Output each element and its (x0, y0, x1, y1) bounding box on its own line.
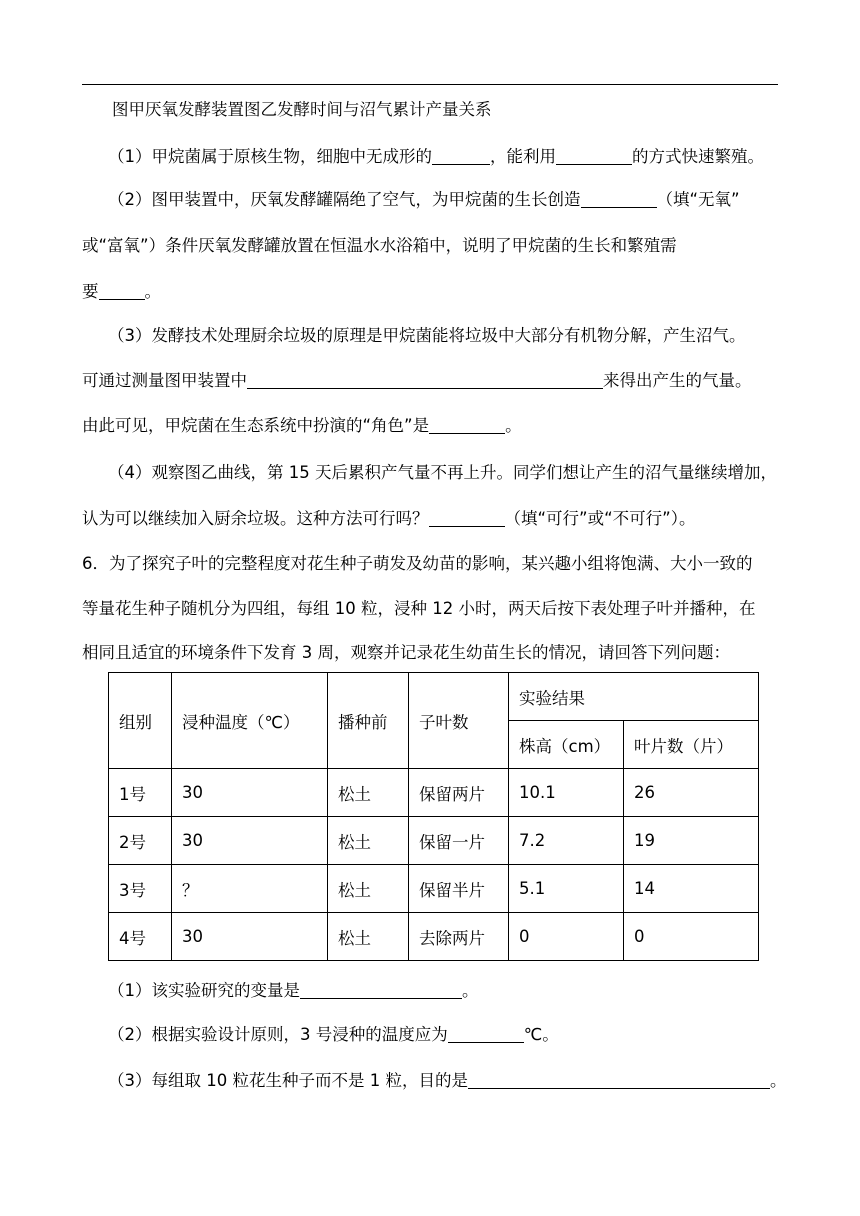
cell-cotyledon: 保留一片 (409, 817, 509, 865)
q3-blank-2[interactable] (429, 415, 505, 434)
q6-line-3: 相同且适宜的环境条件下发育 3 周，观察并记录花生幼苗生长的情况，请回答下列问题： (82, 643, 730, 662)
q6-line-1: 6．为了探究子叶的完整程度对花生种子萌发及幼苗的影响，某兴趣小组将饱满、大小一致的 (82, 554, 753, 573)
cell-temp: ？ (172, 865, 328, 913)
cell-temp: 30 (172, 817, 328, 865)
cell-group: 3号 (109, 865, 172, 913)
cell-before: 松土 (328, 913, 409, 961)
cell-group: 1号 (109, 769, 172, 817)
q3-line-3 (82, 414, 522, 438)
cell-temp: 30 (172, 769, 328, 817)
q6-line-2: 等量花生种子随机分为四组，每组 10 粒，浸种 12 小时，两天后按下表处理子叶并播种，在 (82, 599, 756, 618)
header-before: 播种前 (328, 673, 409, 769)
s2-text-b: ℃。 (523, 1025, 559, 1044)
header-group: 组别 (109, 673, 172, 769)
cell-leaves: 19 (624, 817, 759, 865)
s2-line (108, 1023, 559, 1047)
header-cotyledon: 子叶数 (409, 673, 509, 769)
table-row (109, 865, 759, 913)
q2-line-3 (82, 280, 161, 304)
cell-height: 0 (509, 913, 624, 961)
cell-before: 松土 (328, 865, 409, 913)
q2-text-d: 要 (82, 282, 99, 301)
q4-blank-1[interactable] (429, 508, 505, 527)
q3-line-1: （3）发酵技术处理厨余垃圾的原理是甲烷菌能将垃圾中大部分有机物分解，产生沼气。 (108, 326, 746, 345)
cell-height: 5.1 (509, 865, 624, 913)
q3-text-d: 由此可见，甲烷菌在生态系统中扮演的“角色”是 (82, 416, 430, 435)
s1-line (108, 979, 479, 1003)
q1-blank-2[interactable] (556, 146, 632, 165)
cell-leaves: 14 (624, 865, 759, 913)
q1-blank-1[interactable] (432, 146, 490, 165)
cell-before: 松土 (328, 817, 409, 865)
q2-text-e: 。 (144, 282, 161, 301)
header-temp: 浸种温度（℃） (172, 673, 328, 769)
q1-line (108, 145, 764, 169)
cell-cotyledon: 保留两片 (409, 769, 509, 817)
header-rule (82, 84, 778, 85)
q1-text-b: ，能利用 (490, 147, 556, 166)
q4-text-c: （填“可行”或“不可行”）。 (504, 509, 696, 528)
cell-leaves: 26 (624, 769, 759, 817)
q4-text-b: 认为可以继续加入厨余垃圾。这种方法可行吗？ (82, 509, 429, 528)
cell-group: 4号 (109, 913, 172, 961)
table-row (109, 769, 759, 817)
cell-height: 10.1 (509, 769, 624, 817)
cell-cotyledon: 去除两片 (409, 913, 509, 961)
q1-text-a: （1）甲烷菌属于原核生物，细胞中无成形的 (108, 147, 432, 166)
table-row (109, 913, 759, 961)
cell-leaves: 0 (624, 913, 759, 961)
s1-text-a: （1）该实验研究的变量是 (108, 981, 300, 1000)
s2-blank[interactable] (448, 1024, 524, 1043)
table-header-row (109, 673, 759, 721)
q3-blank-1[interactable] (247, 370, 603, 389)
results-table (108, 672, 759, 961)
cell-height: 7.2 (509, 817, 624, 865)
q2-text-b: （填“无氧” (656, 190, 740, 209)
s3-line (108, 1069, 786, 1093)
s2-text-a: （2）根据实验设计原则，3 号浸种的温度应为 (108, 1025, 448, 1044)
q2-blank-2[interactable] (99, 281, 145, 300)
q3-text-e: 。 (505, 416, 522, 435)
header-height: 株高（cm） (509, 721, 624, 769)
q4-line-1: （4）观察图乙曲线，第 15 天后累积产气量不再上升。同学们想让产生的沼气量继续增加， (108, 463, 777, 482)
q1-text-c: 的方式快速繁殖。 (632, 147, 764, 166)
q4-line-2 (82, 507, 695, 531)
cell-temp: 30 (172, 913, 328, 961)
q2-text-a: （2）图甲装置中，厌氧发酵罐隔绝了空气，为甲烷菌的生长创造 (108, 190, 581, 209)
s1-text-b: 。 (462, 981, 479, 1000)
header-leaves: 叶片数（片） (624, 721, 759, 769)
figure-caption: 图甲厌氧发酵装置图乙发酵时间与沼气累计产量关系 (112, 100, 492, 119)
header-result: 实验结果 (509, 673, 759, 721)
q3-text-b: 可通过测量图甲装置中 (82, 371, 247, 390)
q2-blank-1[interactable] (581, 189, 657, 208)
cell-before: 松土 (328, 769, 409, 817)
table-row (109, 817, 759, 865)
cell-group: 2号 (109, 817, 172, 865)
s3-text-b: 。 (769, 1071, 787, 1090)
q3-line-2 (82, 369, 752, 393)
q2-line-2: 或“富氧”）条件厌氧发酵罐放置在恒温水水浴箱中，说明了甲烷菌的生长和繁殖需 (82, 236, 677, 255)
s3-blank[interactable] (468, 1070, 770, 1089)
q2-line-1 (108, 188, 740, 212)
s1-blank[interactable] (300, 980, 462, 999)
s3-text-a: （3）每组取 10 粒花生种子而不是 1 粒，目的是 (108, 1071, 468, 1090)
q3-text-c: 来得出产生的气量。 (603, 371, 752, 390)
cell-cotyledon: 保留半片 (409, 865, 509, 913)
